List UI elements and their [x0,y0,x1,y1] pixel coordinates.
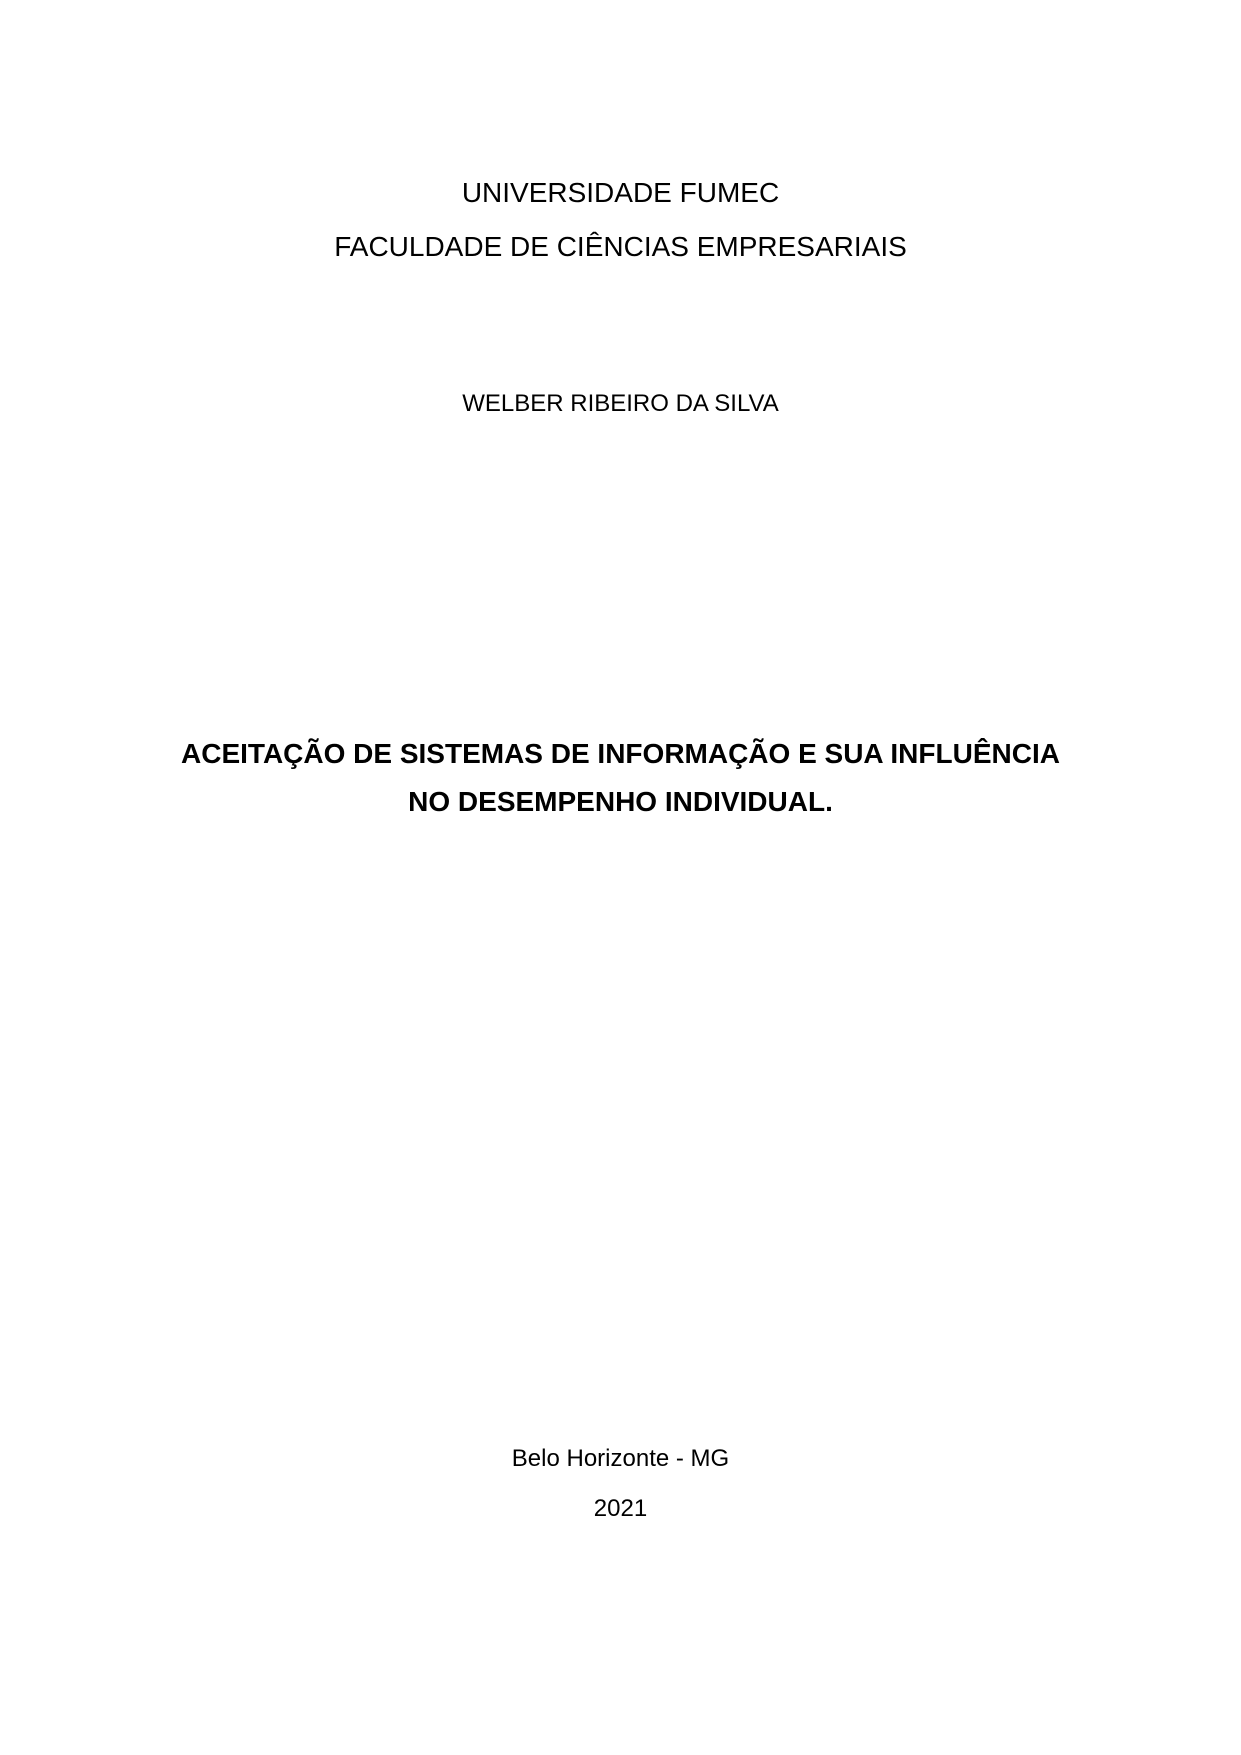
author-name: WELBER RIBEIRO DA SILVA [462,390,779,417]
faculty-name: FACULDADE DE CIÊNCIAS EMPRESARIAIS [334,231,907,262]
university-name: UNIVERSIDADE FUMEC [461,177,780,208]
publication-year: 2021 [593,1495,648,1522]
document-title-line-1: ACEITAÇÃO DE SISTEMAS DE INFORMAÇÃO E SUA INFLUÊNCIA [181,738,1060,769]
document-title-line-2: NO DESEMPENHO INDIVIDUAL. [408,786,833,817]
city-location: Belo Horizonte - MG [511,1445,730,1472]
